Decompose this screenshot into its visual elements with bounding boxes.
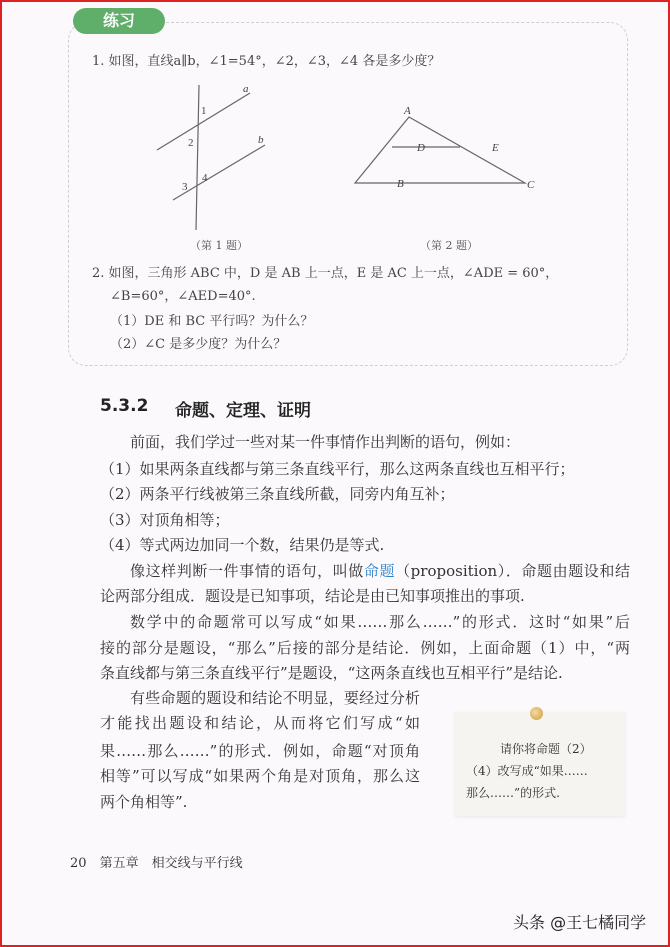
label-b: b (258, 134, 264, 146)
body-line: （4）等式两边加同一个数，结果仍是等式. (100, 536, 385, 554)
label-A: A (404, 105, 411, 117)
label-E: E (492, 142, 499, 154)
body-line-definition (130, 561, 630, 581)
body-line: 前面，我们学过一些对某一件事情作出判断的语句，例如： (130, 433, 521, 451)
exercise-badge: 练习 (73, 8, 165, 34)
fig2-triangle (355, 117, 525, 183)
label-2: 2 (188, 137, 194, 149)
question-2: 2. 如图，三角形 ABC 中，D 是 AB 上一点，E 是 AC 上一点，∠ADE = 60°， (92, 266, 559, 281)
footer (70, 852, 243, 871)
fig1-line-a (157, 93, 250, 150)
body-line: 有些命题的题设和结论不明显，要经过分析 (130, 689, 420, 707)
label-C: C (527, 179, 535, 191)
question-2-sub2: （2）∠C 是多少度？为什么？ (110, 337, 287, 352)
body-line: 接的部分是题设，“那么”后接的部分是结论．例如，上面命题（1）中，“两 (100, 639, 630, 657)
pin-icon (530, 707, 543, 720)
body-line: 两个角相等”. (100, 793, 188, 811)
section-title: 命题、定理、证明 (175, 401, 311, 421)
body-line: 论两部分组成．题设是已知事项，结论是由已知事项推出的事项. (100, 587, 525, 605)
question-2-sub1: （1）DE 和 BC 平行吗？为什么？ (110, 314, 314, 329)
question-2-cont: ∠B=60°，∠AED=40°. (110, 289, 256, 304)
text: （proposition）．命题由题设和结 (395, 562, 630, 580)
fig1-caption: （第 1 题） (190, 239, 248, 252)
note-line: 请你将命题（2） (500, 742, 592, 756)
watermark: 头条 @王七橘同学 (513, 913, 647, 932)
note-line: 那么……”的形式. (466, 786, 560, 800)
chapter-title: 第五章 相交线与平行线 (99, 856, 243, 871)
section-number: 5.3.2 (100, 396, 149, 416)
body-line: （1）如果两条直线都与第三条直线平行，那么这两条直线也互相平行； (100, 460, 575, 478)
term-proposition: 命题 (363, 562, 396, 580)
label-B: B (397, 178, 404, 190)
fig1-transversal (196, 85, 199, 230)
label-1: 1 (201, 105, 207, 117)
body-line: 数学中的命题常可以写成“如果……那么……”的形式．这时“如果”后 (130, 613, 630, 631)
body-line: 相等”可以写成“如果两个角是对顶角，那么这 (100, 767, 420, 785)
body-line: 条直线都与第三条直线平行”是题设，“这两条直线也互相平行”是结论. (100, 664, 563, 682)
body-line: 才能找出题设和结论，从而将它们写成“如 (100, 714, 420, 732)
body-line: （2）两条平行线被第三条直线所截，同旁内角互补； (100, 485, 455, 503)
label-D: D (417, 142, 425, 154)
body-line: （3）对顶角相等； (100, 511, 230, 529)
note-line: （4）改写成“如果…… (466, 764, 588, 778)
label-a: a (243, 83, 249, 95)
body-line: 果……那么……”的形式．例如，命题“对顶角 (100, 742, 420, 760)
text: 像这样判断一件事情的语句，叫做 (130, 562, 364, 580)
question-1: 1. 如图，直线a∥b，∠1=54°，∠2，∠3，∠4 各是多少度？ (92, 54, 441, 69)
page-number: 20 (70, 856, 87, 871)
fig2-caption: （第 2 题） (420, 239, 478, 252)
label-4: 4 (202, 172, 208, 184)
label-3: 3 (182, 181, 188, 193)
